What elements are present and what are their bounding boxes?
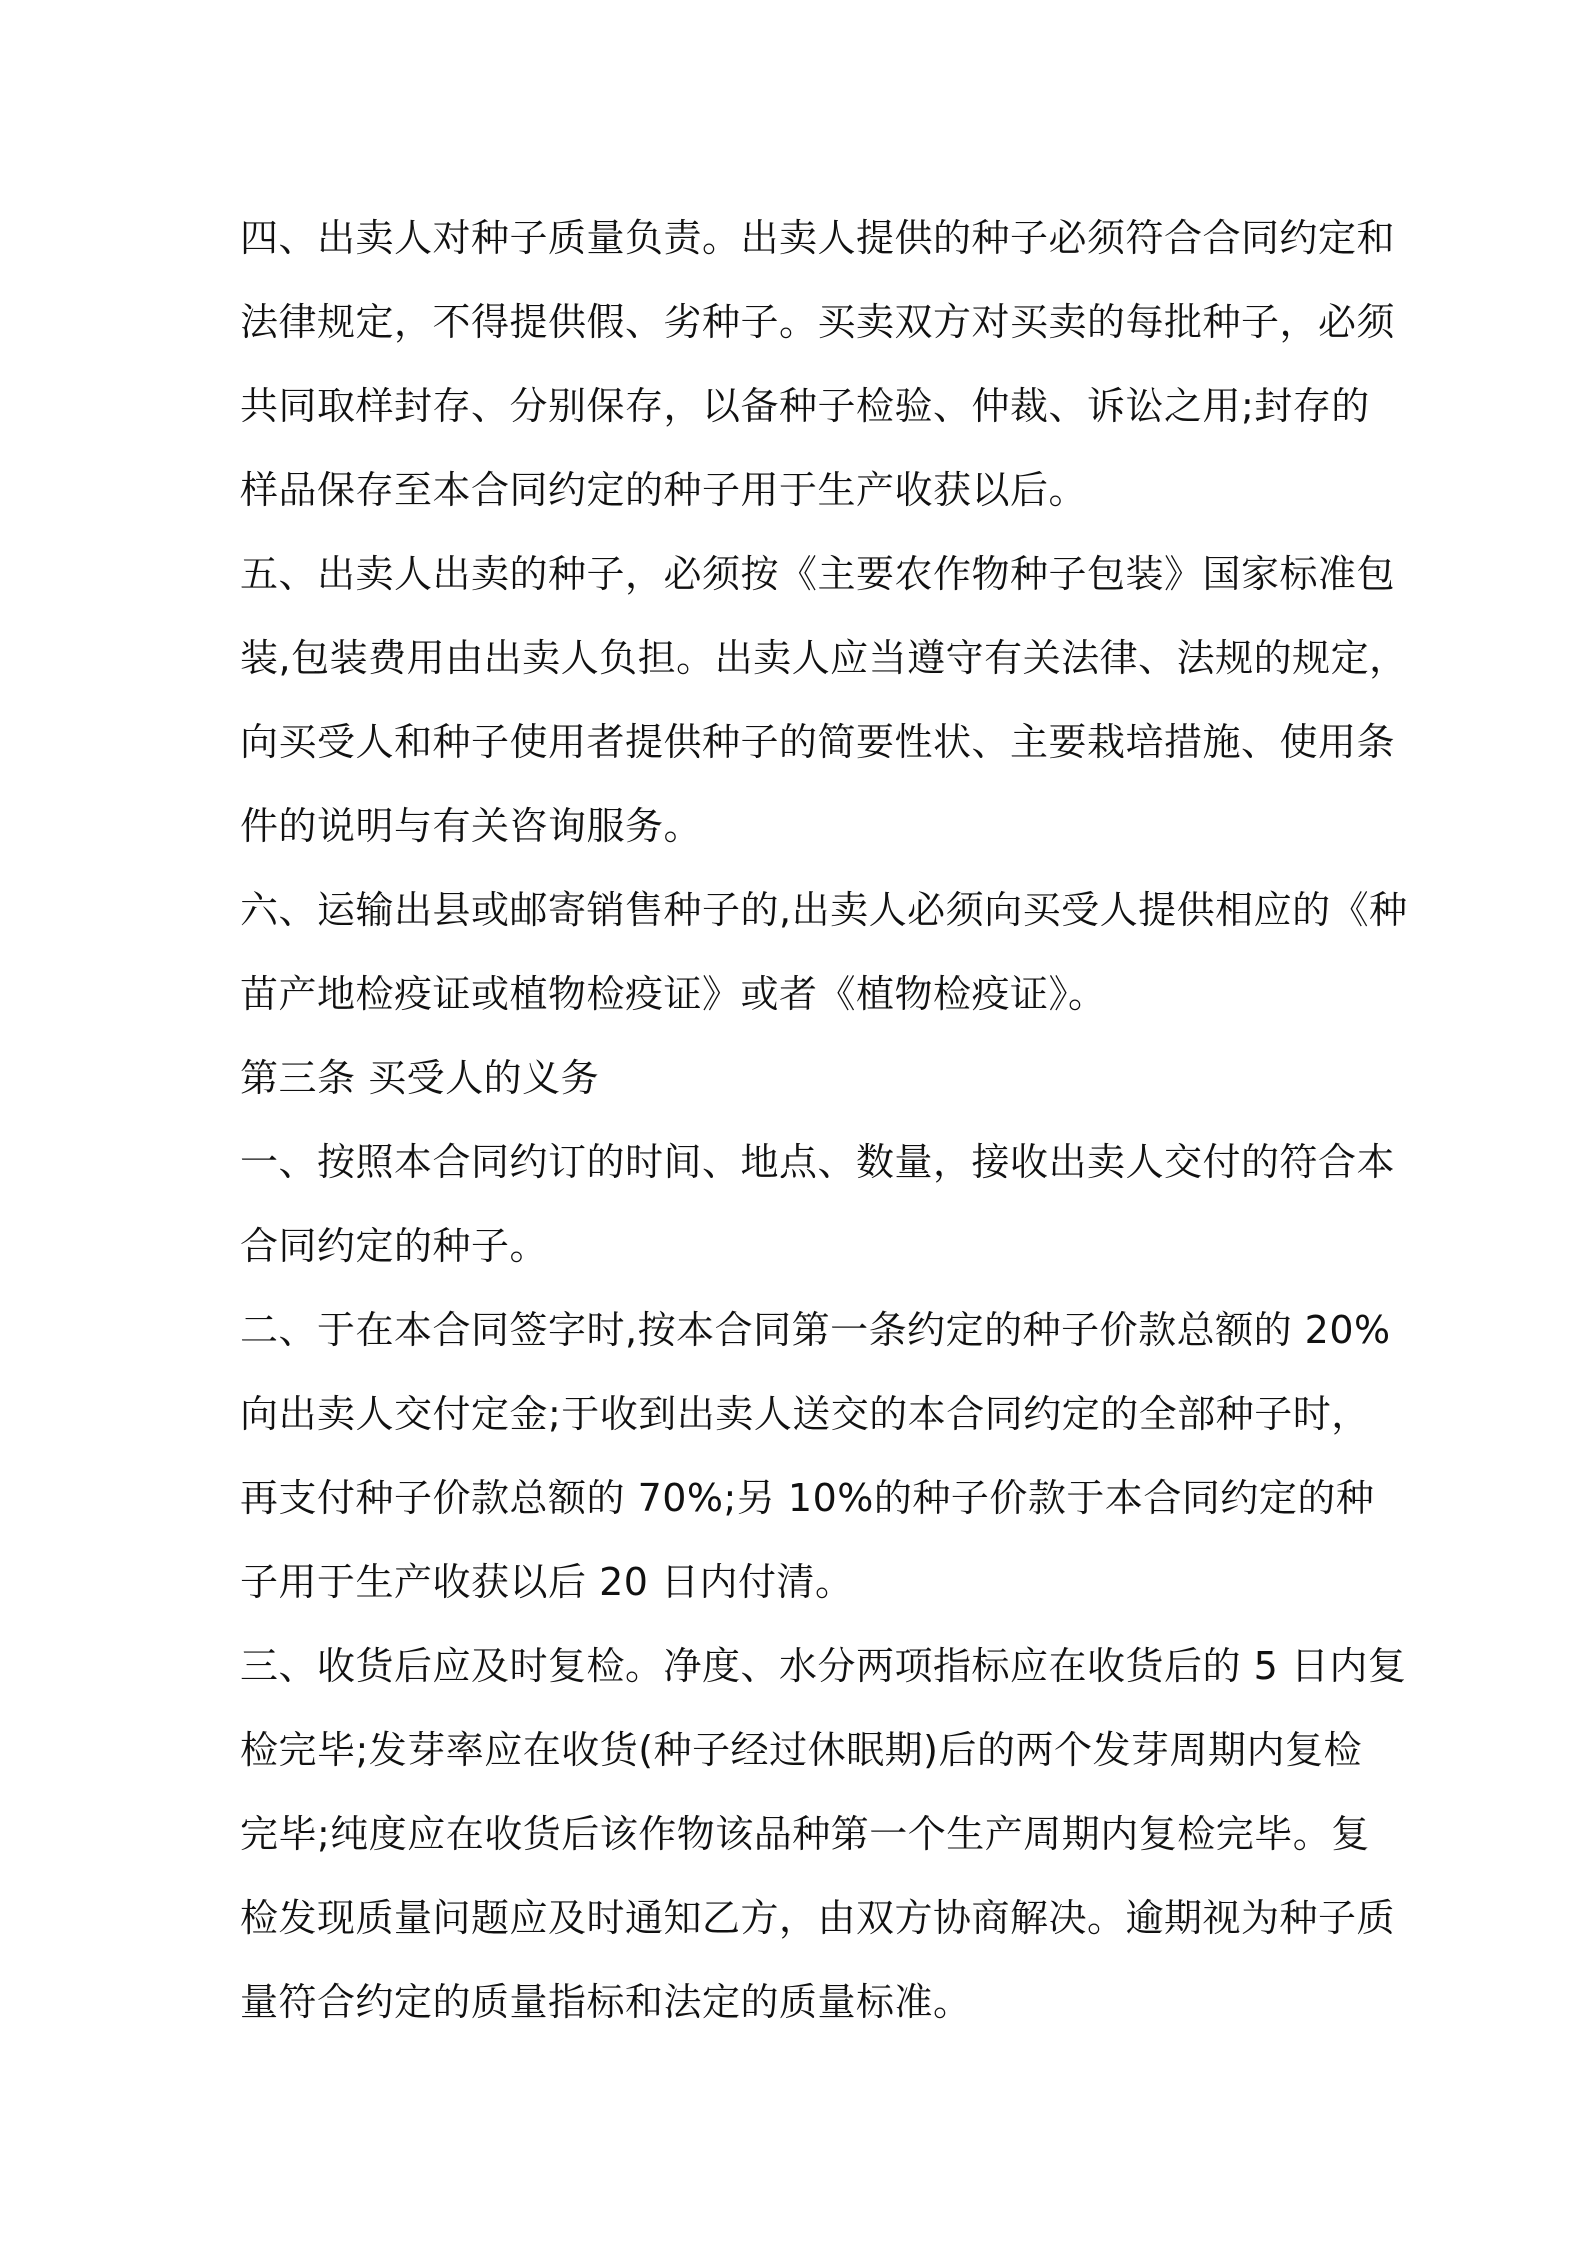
text-line: 再支付种子价款总额的 70%;另 10%的种子价款于本合同约定的种 [240, 1476, 1375, 1520]
text-line: 二、于在本合同签字时,按本合同第一条约定的种子价款总额的 20% [240, 1308, 1391, 1352]
text-line: 苗产地检疫证或植物检疫证》或者《植物检疫证》。 [240, 972, 1107, 1016]
text-line: 装,包装费用由出卖人负担。出卖人应当遵守有关法律、法规的规定， [240, 636, 1408, 680]
text-line: 检完毕;发芽率应在收货(种子经过休眠期)后的两个发芽周期内复检 [240, 1728, 1362, 1772]
document-body [240, 196, 1408, 2044]
text-line: 三、收货后应及时复检。净度、水分两项指标应在收货后的 5 日内复 [240, 1644, 1407, 1688]
text-line: 检发现质量问题应及时通知乙方，由双方协商解决。逾期视为种子质 [240, 1896, 1396, 1940]
text-line: 量符合约定的质量指标和法定的质量标准。 [240, 1980, 972, 2024]
text-line: 完毕;纯度应在收货后该作物该品种第一个生产周期内复检完毕。复 [240, 1812, 1370, 1856]
text-line: 合同约定的种子。 [240, 1224, 549, 1268]
text-line: 共同取样封存、分别保存，以备种子检验、仲裁、诉讼之用;封存的 [240, 384, 1370, 428]
text-line: 法律规定，不得提供假、劣种子。买卖双方对买卖的每批种子，必须 [240, 300, 1396, 344]
section-heading: 第三条 买受人的义务 [240, 1056, 600, 1100]
text-line: 五、出卖人出卖的种子，必须按《主要农作物种子包装》国家标准包 [240, 552, 1396, 596]
text-line: 件的说明与有关咨询服务。 [240, 804, 703, 848]
text-line: 四、出卖人对种子质量负责。出卖人提供的种子必须符合合同约定和 [240, 216, 1396, 260]
text-line: 向买受人和种子使用者提供种子的简要性状、主要栽培措施、使用条 [240, 720, 1396, 764]
text-line: 向出卖人交付定金;于收到出卖人送交的本合同约定的全部种子时， [240, 1392, 1370, 1436]
text-line: 子用于生产收获以后 20 日内付清。 [240, 1560, 854, 1604]
text-line: 六、运输出县或邮寄销售种子的,出卖人必须向买受人提供相应的《种 [240, 888, 1408, 932]
text-line: 一、按照本合同约订的时间、地点、数量，接收出卖人交付的符合本 [240, 1140, 1396, 1184]
text-line: 样品保存至本合同约定的种子用于生产收获以后。 [240, 468, 1088, 512]
